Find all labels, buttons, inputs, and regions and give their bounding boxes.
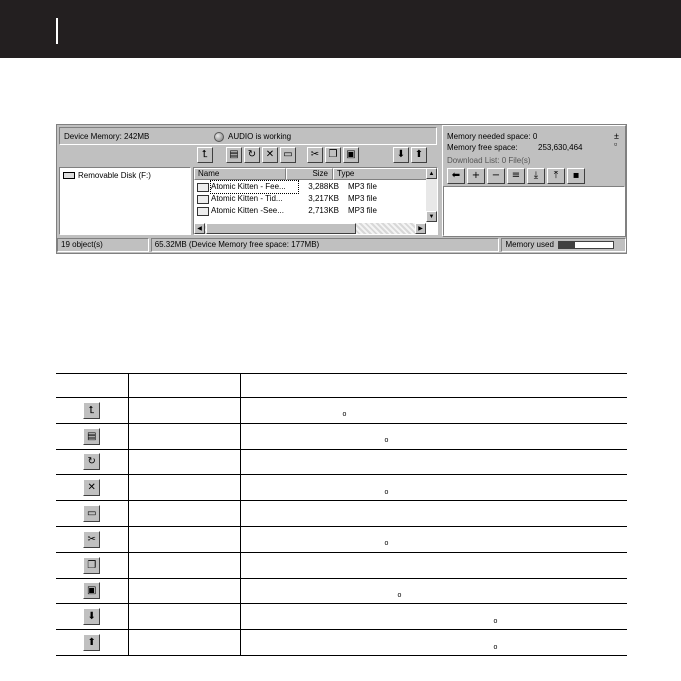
tree-item-removable-disk[interactable] <box>63 171 151 180</box>
copy-button[interactable] <box>325 147 341 163</box>
column-size[interactable]: Size <box>286 168 333 180</box>
table-row <box>56 398 627 424</box>
up-folder-icon: ⮤ <box>202 149 208 160</box>
rename-button[interactable] <box>507 168 525 184</box>
description-cell <box>240 449 627 475</box>
memory-used-fill <box>559 242 575 248</box>
memory-free-label: Memory free space: <box>447 143 518 152</box>
file-row[interactable] <box>194 181 405 193</box>
add-to-download-button[interactable] <box>447 168 465 184</box>
device-pane <box>57 125 440 237</box>
file-name: Atomic Kitten - Fee... <box>211 181 298 193</box>
header-bar <box>0 0 681 58</box>
icon-cell <box>56 475 128 501</box>
file-rows <box>194 181 405 217</box>
delete-icon: ✕ <box>83 479 100 496</box>
pane-size-icon[interactable]: ± ▫ <box>614 131 619 149</box>
download-list <box>443 186 625 236</box>
new-folder-icon: ▭ <box>283 149 293 160</box>
description-cell <box>240 552 627 578</box>
toolbar-group-4 <box>393 147 427 163</box>
table-row <box>56 630 627 656</box>
scroll-down-arrow-icon[interactable]: ▼ <box>426 211 437 222</box>
header-divider <box>56 18 58 44</box>
table-row <box>56 501 627 527</box>
new-folder-button[interactable] <box>280 147 296 163</box>
name-cell <box>128 552 240 578</box>
icon-table <box>56 373 627 656</box>
table-row <box>56 604 627 630</box>
move-down-button[interactable] <box>393 147 409 163</box>
icon-cell <box>56 501 128 527</box>
toolbar-group-3 <box>307 147 359 163</box>
table-row <box>56 526 627 552</box>
new-folder-icon: ▭ <box>83 505 100 522</box>
minus-button[interactable] <box>487 168 505 184</box>
name-cell <box>128 423 240 449</box>
description-cell <box>240 578 627 604</box>
description-cell <box>240 398 627 424</box>
device-info-row <box>59 127 437 145</box>
name-cell <box>128 604 240 630</box>
copy-icon: ❐ <box>83 557 100 574</box>
upload-button[interactable] <box>547 168 565 184</box>
icon-cell <box>56 526 128 552</box>
file-name: Atomic Kitten - Tid... <box>211 194 283 203</box>
toolbar-group-1 <box>197 147 213 163</box>
up-folder-button[interactable] <box>197 147 213 163</box>
status-size-info: 65.32MB (Device Memory free space: 177MB) <box>151 238 500 252</box>
move-up-icon: ⬆ <box>83 634 100 651</box>
device-memory-label: Device Memory: 242MB <box>64 132 150 141</box>
file-row[interactable] <box>194 193 405 205</box>
period-mark: o <box>397 591 402 599</box>
paste-button[interactable] <box>343 147 359 163</box>
move-down-icon: ⬇ <box>396 149 406 160</box>
file-size: 3,217KB <box>308 194 339 203</box>
status-led-icon <box>214 132 224 142</box>
period-mark: o <box>384 437 389 445</box>
name-cell <box>128 398 240 424</box>
memory-used-label: Memory used <box>505 240 554 249</box>
icon-cell <box>56 552 128 578</box>
table-row <box>56 475 627 501</box>
file-size: 2,713KB <box>308 206 339 215</box>
scroll-thumb[interactable] <box>206 223 356 234</box>
table-row <box>56 423 627 449</box>
period-mark: o <box>493 643 498 651</box>
name-cell <box>128 630 240 656</box>
header-cell-name <box>128 374 240 398</box>
icon-table-header <box>56 374 627 398</box>
column-type[interactable]: Type <box>333 168 427 180</box>
icon-cell <box>56 449 128 475</box>
file-list-header <box>194 168 427 180</box>
name-cell <box>128 578 240 604</box>
status-object-count: 19 object(s) <box>57 238 149 252</box>
cut-icon: ✂ <box>83 531 100 548</box>
paste-icon: ▣ <box>83 582 100 599</box>
table-row <box>56 578 627 604</box>
icon-cell <box>56 423 128 449</box>
properties-button[interactable] <box>226 147 242 163</box>
rename-icon: ≡ <box>511 170 521 181</box>
table-row <box>56 449 627 475</box>
memory-free-value: 253,630,464 <box>538 143 583 152</box>
download-button[interactable] <box>527 168 545 184</box>
name-cell <box>128 501 240 527</box>
scroll-right-arrow-icon[interactable]: ▶ <box>415 223 426 234</box>
file-type: MP3 file <box>348 194 377 203</box>
refresh-icon: ↻ <box>83 453 100 470</box>
toolbar-group-2 <box>226 147 296 163</box>
arrow-left-icon: ⬅ <box>451 170 461 181</box>
name-cell <box>128 526 240 552</box>
description-cell <box>240 604 627 630</box>
icon-cell <box>56 398 128 424</box>
header-cell-description <box>240 374 627 398</box>
file-type: MP3 file <box>348 206 377 215</box>
description-cell <box>240 423 627 449</box>
tree-item-label: Removable Disk (F:) <box>78 171 151 180</box>
download-list-label: Download List: 0 File(s) <box>447 156 531 165</box>
up-folder-icon: ⮤ <box>83 402 100 419</box>
mp3-file-icon <box>197 207 209 216</box>
horizontal-scrollbar[interactable] <box>194 223 426 234</box>
plus-icon: + <box>471 170 481 181</box>
vertical-scrollbar[interactable] <box>426 168 437 222</box>
name-cell <box>128 449 240 475</box>
upload-icon: ⤒ <box>553 170 559 181</box>
drive-icon <box>63 172 75 179</box>
description-cell <box>240 501 627 527</box>
description-cell <box>240 475 627 501</box>
move-down-icon: ⬇ <box>83 608 100 625</box>
name-cell <box>128 475 240 501</box>
mp3-file-icon <box>197 195 209 204</box>
file-name: Atomic Kitten -See... <box>211 206 284 215</box>
move-up-icon: ⬆ <box>414 149 424 160</box>
cut-icon: ✂ <box>310 149 320 160</box>
refresh-icon: ↻ <box>247 149 257 160</box>
audio-status-label: AUDIO is working <box>228 132 292 141</box>
period-mark: o <box>493 617 498 625</box>
file-row[interactable] <box>194 205 405 217</box>
delete-icon: ✕ <box>265 149 275 160</box>
properties-icon: ▤ <box>229 149 239 160</box>
minus-icon: − <box>491 170 501 181</box>
period-mark: o <box>384 540 389 548</box>
delete-button[interactable] <box>262 147 278 163</box>
status-memory-used <box>501 238 626 252</box>
file-list <box>193 167 438 235</box>
icon-cell <box>56 578 128 604</box>
description-cell <box>240 526 627 552</box>
paste-icon: ▣ <box>346 149 356 160</box>
refresh-button[interactable] <box>244 147 260 163</box>
folder-tree <box>59 167 191 235</box>
period-mark: o <box>342 411 347 419</box>
column-name[interactable]: Name <box>194 168 286 180</box>
scroll-up-arrow-icon[interactable]: ▲ <box>426 168 437 179</box>
icon-cell <box>56 604 128 630</box>
save-icon: ▪ <box>572 170 580 181</box>
header-cell-icon <box>56 374 128 398</box>
download-toolbar <box>447 168 585 184</box>
app-window <box>56 124 627 254</box>
move-up-button[interactable] <box>411 147 427 163</box>
memory-needed-label: Memory needed space: 0 <box>447 132 538 141</box>
download-pane <box>442 125 626 237</box>
file-type: MP3 file <box>348 182 377 191</box>
memory-used-bar <box>558 241 614 249</box>
mp3-file-icon <box>197 183 209 192</box>
download-icon: ⤓ <box>533 170 539 181</box>
status-bar <box>57 238 626 253</box>
table-row <box>56 552 627 578</box>
cut-button[interactable] <box>307 147 323 163</box>
plus-button[interactable] <box>467 168 485 184</box>
copy-icon: ❐ <box>328 149 338 160</box>
scroll-left-arrow-icon[interactable]: ◀ <box>194 223 205 234</box>
save-button[interactable] <box>567 168 585 184</box>
description-cell <box>240 630 627 656</box>
period-mark: o <box>384 488 389 496</box>
properties-icon: ▤ <box>83 428 100 445</box>
file-size: 3,288KB <box>308 182 339 191</box>
icon-cell <box>56 630 128 656</box>
